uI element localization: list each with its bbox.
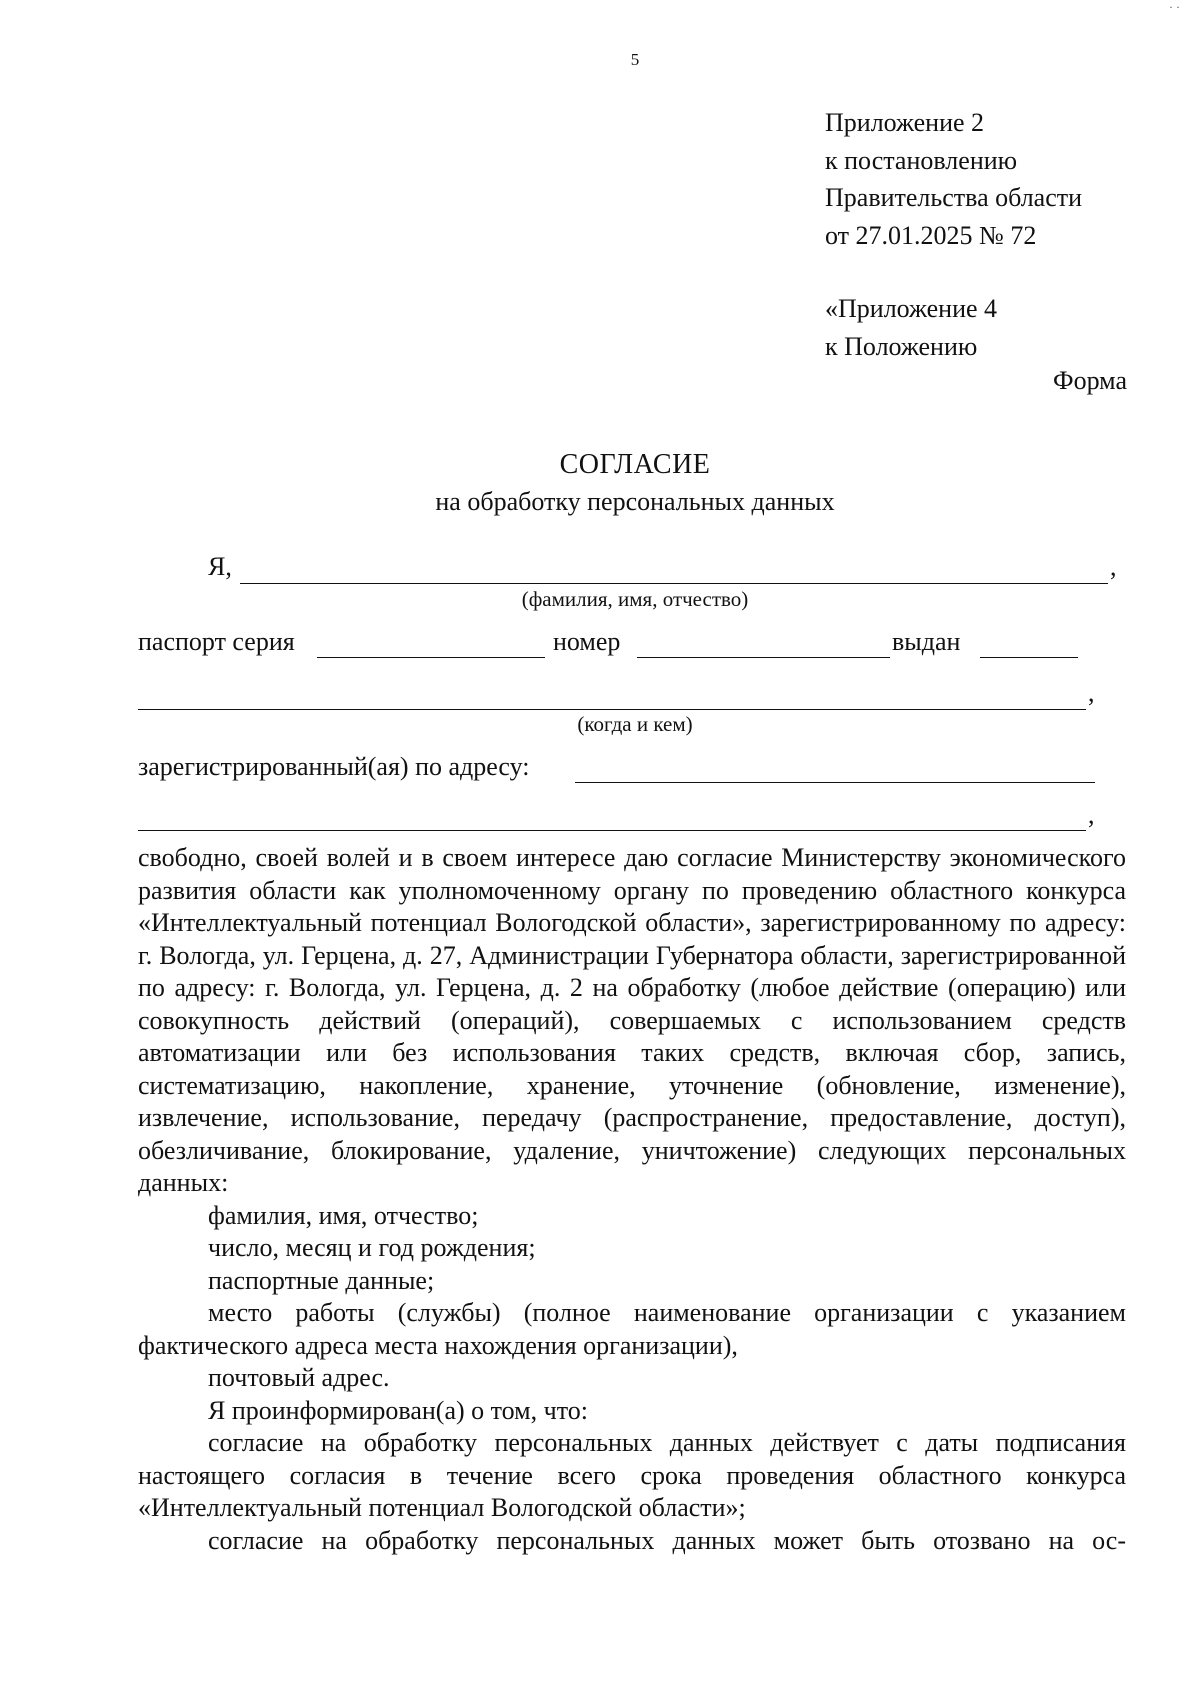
appendix-line: Правительства области — [825, 183, 1083, 212]
appendix-regulation-block — [825, 290, 997, 365]
ya-label: Я, — [208, 552, 232, 581]
appendix-line: «Приложение 4 — [825, 294, 998, 323]
address-input-line[interactable] — [575, 782, 1095, 783]
when-who-input-line[interactable] — [138, 709, 1086, 710]
appendix-line: от 27.01.2025 № 72 — [825, 220, 1037, 250]
registered-address-label: зарегистрированный(ая) по адресу: — [138, 752, 530, 781]
list-item: почтовый адрес. — [208, 1363, 390, 1392]
consent-paragraph: свободно, своей волей и в своем интересе даю согласие Министерству экономического развития области как уполномоченному органу по проведению областного конкурса «Интеллектуальный потенциал Вологодской области», зарегистрированному по адресу: г. Вологда, ул. Герцена, д. 27, Администрации Губернатора области, зарегистрированной по адресу: г. Вологда, ул. Герцена, д. 2 на обработку (любое действие (операцию) или совокупность действий (операций), совершаемых с использованием средств автоматизации или без использования таких средств, включая сбор, запись, систематизацию, накопление, хранение, уточнение (обновление, изменение), извлечение, использование, передачу (распространение, предоставление, доступ), обезличивание, блокирование, удаление, уничтожение) следующих персональных данных: — [138, 843, 1126, 1197]
list-item: число, месяц и год рождения; — [208, 1233, 536, 1262]
document-subtitle: на обработку персональных данных — [435, 487, 835, 516]
appendix-line: Приложение 2 — [825, 108, 985, 137]
appendix-line: к постановлению — [825, 145, 1018, 175]
passport-number-label: номер — [553, 627, 621, 656]
page-number: 5 — [630, 50, 640, 69]
when-who-caption: (когда и кем) — [577, 712, 693, 736]
comma: , — [1088, 678, 1095, 707]
comma: , — [1088, 800, 1095, 829]
issued-input-line[interactable] — [980, 657, 1078, 658]
list-item: место работы (службы) (полное наименование организации с указанием фактического адреса места нахождения организации), — [138, 1298, 1126, 1360]
fio-input-line[interactable] — [240, 583, 1108, 584]
list-item: паспортные данные; — [208, 1265, 435, 1295]
fio-caption: (фамилия, имя, отчество) — [521, 587, 749, 611]
passport-series-label: паспорт серия — [138, 627, 295, 656]
issued-label: выдан — [892, 627, 961, 656]
passport-series-input-line[interactable] — [317, 657, 545, 658]
list-item: фамилия, имя, отчество; — [208, 1200, 479, 1230]
consent-revocation-paragraph: согласие на обработку персональных данных может быть отозвано на ос- — [208, 1525, 1126, 1555]
document-title: СОГЛАСИЕ — [559, 449, 711, 480]
address-continuation-input-line[interactable] — [138, 830, 1086, 831]
appendix-block — [825, 104, 1082, 254]
consent-body — [138, 842, 1126, 1557]
informed-paragraph: Я проинформирован(а) о том, что: — [208, 1395, 588, 1425]
consent-term-paragraph: согласие на обработку персональных данных действует с даты подписания настоящего согласия в течение всего срока проведения областного конкурса «Интеллектуальный потенциал Вологодской области»; — [138, 1428, 1126, 1522]
appendix-line: к Положению — [825, 331, 978, 361]
form-label: Форма — [1053, 366, 1127, 395]
passport-number-input-line[interactable] — [637, 657, 890, 658]
comma: , — [1110, 552, 1117, 581]
corner-mark: · · — [1169, 0, 1180, 14]
